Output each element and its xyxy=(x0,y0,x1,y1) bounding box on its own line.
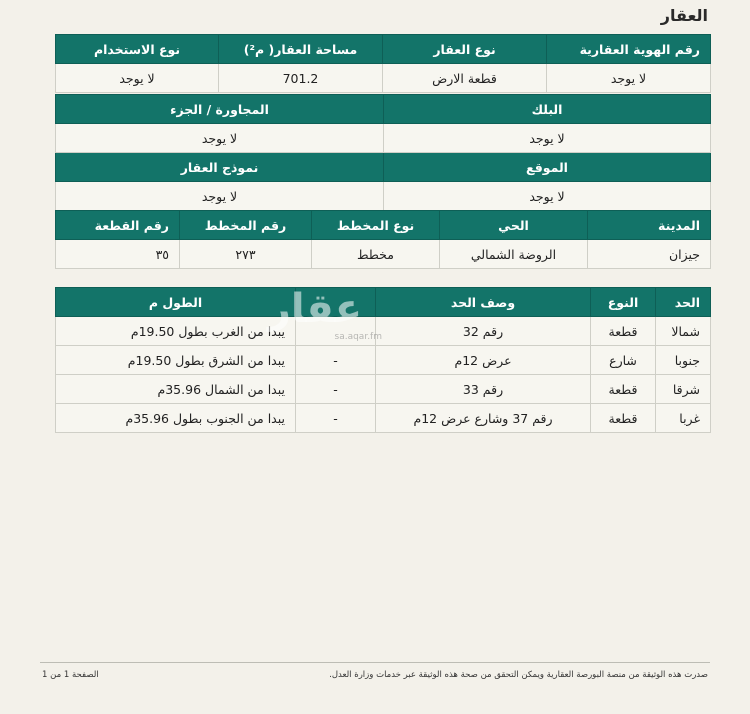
table-row xyxy=(56,404,711,433)
border-length: يبدا من الشمال 35.96م xyxy=(56,375,296,404)
border-extra: - xyxy=(296,404,376,433)
border-desc: عرض 12م xyxy=(376,346,591,375)
watermark-logo: عقار xyxy=(267,286,363,332)
value-property-type: قطعة الارض xyxy=(383,64,547,93)
header-border-length: الطول م xyxy=(56,288,296,317)
border-side: جنوبا xyxy=(656,346,711,375)
value-neighborhood-part: لا يوجد xyxy=(56,124,384,153)
border-type: قطعة xyxy=(591,375,656,404)
header-plan-type: نوع المخطط xyxy=(312,211,440,240)
header-usage-type: نوع الاستخدام xyxy=(56,35,219,64)
border-type: قطعة xyxy=(591,317,656,346)
property-info-table xyxy=(55,34,711,93)
border-extra: - xyxy=(296,346,376,375)
header-location: الموقع xyxy=(384,153,711,182)
page-number: الصفحة 1 من 1 xyxy=(42,670,99,680)
plan-info-table xyxy=(55,210,711,269)
value-block: لا يوجد xyxy=(384,124,711,153)
value-district: الروضة الشمالي xyxy=(440,240,588,269)
value-property-area: 701.2 xyxy=(219,64,383,93)
table-row xyxy=(56,317,711,346)
border-type: شارع xyxy=(591,346,656,375)
header-border-extra xyxy=(296,288,376,317)
footer-note: صدرت هذه الوثيقة من منصة البورصة العقارية ويمكن التحقق من صحة هذه الوثيقة عبر خدمات وزارة العدل. xyxy=(329,670,708,680)
table-row xyxy=(56,375,711,404)
header-city: المدينة xyxy=(588,211,711,240)
header-plan-number: رقم المخطط xyxy=(180,211,312,240)
header-district: الحي xyxy=(440,211,588,240)
value-property-id: لا يوجد xyxy=(547,64,711,93)
borders-table xyxy=(55,287,711,433)
header-plot-number: رقم القطعة xyxy=(56,211,180,240)
border-desc: رقم 33 xyxy=(376,375,591,404)
value-usage-type: لا يوجد xyxy=(56,64,219,93)
header-block: البلك xyxy=(384,95,711,124)
page-title: العقار xyxy=(660,6,708,25)
header-border-type: النوع xyxy=(591,288,656,317)
value-plan-type: مخطط xyxy=(312,240,440,269)
border-desc: رقم 32 xyxy=(376,317,591,346)
border-side: شرقا xyxy=(656,375,711,404)
header-neighborhood-part: المجاورة / الجزء xyxy=(56,95,384,124)
border-extra: - xyxy=(296,375,376,404)
header-border: الحد xyxy=(656,288,711,317)
header-property-model: نموذج العقار xyxy=(56,153,384,182)
border-length: يبدا من الشرق بطول 19.50م xyxy=(56,346,296,375)
watermark-url: sa.aqar.fm xyxy=(334,332,382,342)
location-info-table xyxy=(55,94,711,211)
header-property-type: نوع العقار xyxy=(383,35,547,64)
value-plot-number: ٣٥ xyxy=(56,240,180,269)
header-property-area: مساحة العقار( م²) xyxy=(219,35,383,64)
border-length: يبدا من الغرب بطول 19.50م xyxy=(56,317,296,346)
header-border-desc: وصف الحد xyxy=(376,288,591,317)
value-location: لا يوجد xyxy=(384,182,711,211)
border-extra xyxy=(296,317,376,346)
border-side: غربا xyxy=(656,404,711,433)
value-city: جيزان xyxy=(588,240,711,269)
value-property-model: لا يوجد xyxy=(56,182,384,211)
border-length: يبدا من الجنوب بطول 35.96م xyxy=(56,404,296,433)
header-property-id: رقم الهوية العقارية xyxy=(547,35,711,64)
border-side: شمالا xyxy=(656,317,711,346)
border-type: قطعة xyxy=(591,404,656,433)
border-desc: رقم 37 وشارع عرض 12م xyxy=(376,404,591,433)
table-row xyxy=(56,346,711,375)
value-plan-number: ٢٧٣ xyxy=(180,240,312,269)
footer-divider xyxy=(40,662,710,663)
